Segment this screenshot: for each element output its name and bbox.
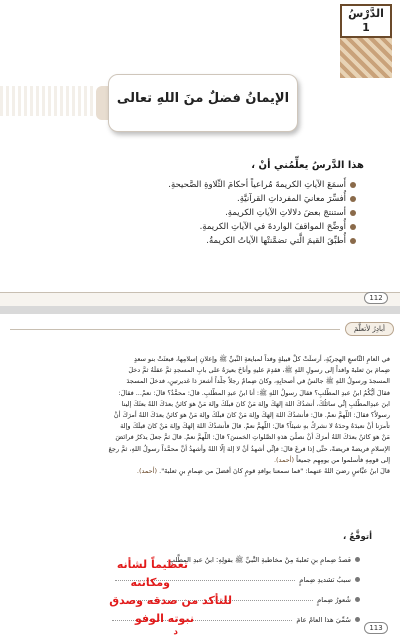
objectives-heading: هذا الدَّرسُ يعلِّمُني أنْ ،: [251, 160, 364, 171]
story-line: رسولاً؟ فقالَ: اللَّهمَّ نعمْ. قالَ: فأنشدُكَ اللهَ إلهَكَ وإلهَ مَنْ كانَ قبلَكَ وإلهَ مَنْ هوَ كائنٌ بعدَكَ اللهُ أمرَكَ أنْ: [113, 411, 390, 420]
handwritten-answer: تعظيماً لشأنه: [116, 558, 188, 571]
section-tab-label: أبادِرُ لأتعلَّمَ: [345, 322, 394, 336]
textbook-page-top: [0, 0, 400, 306]
story-line: فقالَ أيُّكُمُ ابنُ عبدِ المطَّلبِ؟ فقالَ رسولُ اللهِ ﷺ: أنا ابنُ عبدِ المطَّلبِ. قالَ: محمَّدٌ؟ قالَ: نعمْ... فقالَ:: [118, 388, 390, 397]
lesson-label: الدَّرْسُ: [348, 7, 384, 20]
objective-item: أُوضِّحَ المواقفَ الواردةَ في الآياتِ الكريمةِ.: [36, 220, 356, 234]
story-text: [10, 354, 390, 477]
questions-list: [30, 550, 360, 630]
story-line: إلى قومِهِ فأسلموا من يومِهِم جميعاً: [296, 455, 390, 464]
lesson-number-box: [340, 4, 392, 38]
objective-item: أستنتجَ بعضَ دلالاتِ الآياتِ الكريمةِ.: [36, 206, 356, 220]
quote-source: (أحمد).: [136, 467, 158, 476]
story-line-last: [10, 455, 390, 466]
question-text: سُمِّيَ هذا العامُ عامَ: [296, 616, 351, 624]
page-number: 113: [364, 622, 388, 634]
quote-line-wrap: [10, 466, 390, 477]
handwritten-answer: ومكانته: [130, 576, 170, 589]
ornament-pattern: [340, 38, 392, 78]
handwritten-answer: د: [173, 627, 178, 637]
story-line: تأمرَنا أنْ نعبدَهُ وحدَهُ لا نشركُ بهِ شيئاً؟ قالَ: اللَّهمَّ نعمْ. قالَ فأنشدُكَ اللهَ إلهَكَ وإلهَ مَنْ كانَ قبلَكَ وإلهَ: [120, 422, 390, 431]
objective-item: أُفسِّرَ معانيَ المفرداتِ القرآنيَّةِ.: [36, 192, 356, 206]
objectives-list: [36, 178, 356, 248]
story-source: (أحمد).: [273, 455, 295, 464]
handwritten-answer: للتأكد من صدقه وصدق: [109, 594, 232, 607]
story-line: الإسلامِ فريضةً فريضةً، حتَّى إذا فرغَ قالَ: فإنِّي أشهدُ أنْ لا إلهَ إلَّا اللهُ وأشهدُ أنَّ محمَّداً رسولُ اللهِ، ثمَّ رجعَ: [108, 444, 390, 453]
objective-item: أُطبِّقَ القيمَ الَّتي تضمَّنتْها الآياتُ الكريمةُ.: [36, 234, 356, 248]
question-text: قصدُ ضِمامِ بنِ ثعلبةَ مِنْ مخاطبةِ النَّبيِّ ﷺ بقولِهِ: ابنُ عبدِ المطَّلبِ.: [166, 556, 351, 564]
story-line: ابنَ عبدِالمطَّلبِ إنِّي سائلُكَ، أنشدُكَ اللهَ إلهَكَ وإلهَ مَنْ كانَ قبلَكَ وإلهَ مَنْ هوَ كائنٌ بعدَكَ اللهُ بعثَكَ إلينا: [121, 399, 390, 408]
question-item: [30, 550, 360, 570]
decorative-arch: [96, 86, 108, 120]
textbook-page-bottom: [0, 314, 400, 640]
story-line: مَنْ هوَ كائنٌ بعدَكَ اللهُ أمرَكَ أنْ نصلِّيَ هذهِ الصَّلواتِ الخمسَ؟ قالَ: اللَّهمَّ نعمْ. قالَ ثمَّ جعلَ يذكرُ فرائضَ: [115, 433, 390, 442]
lesson-number: 1: [362, 21, 370, 34]
objective-item: أَسمَعَ الآياتِ الكريمةَ مُراعياً أحكامَ التِّلاوةِ الصَّحيحةِ.: [36, 178, 356, 192]
question-text: شُعورُ ضِمامٍ: [317, 596, 351, 604]
decorative-stripes: [0, 86, 96, 116]
lesson-title-card: [108, 74, 298, 132]
lesson-title: الإيمانُ فضلٌ منَ اللهِ تعالى: [116, 91, 290, 106]
page-footer: [0, 292, 400, 306]
question-text: سببُ تشديدِ ضِمامٍ: [299, 576, 351, 584]
story-line: المسجدَ ورسولُ اللهِ ﷺ جالسٌ في أصحابِهِ، وكانَ ضِمامٌ رجلاً جلْداً أشعرَ ذا غديرتينِ، فدخلَ المسجدَ: [126, 377, 390, 386]
question-item: [30, 570, 360, 590]
quote-line: قالَ ابنُ عبَّاسٍ رضيَ اللهُ عنهما: "فما سمعنا بوافدِ قومٍ كانَ أفضلَ من ضِمامِ بنِ ثعلبةَ".: [159, 467, 390, 476]
story-line: في العامِ التَّاسعِ الهجريّةِ، أرسلَتْ كلُّ قبيلةٍ وفداً لمبايعةِ النَّبيِّ ﷺ وإعلانِ إسلامِها، فبعثَتْ بنو سعدٍ: [133, 355, 390, 363]
story-line: ضِمامَ بنَ ثعلبةَ وافداً إلى رسولِ اللهِ ﷺ، فقدِمَ عليهِ وأناخَ بعيرَهُ على بابِ المسجدِ ثمَّ عقلَهُ ثمَّ دخلَ: [128, 366, 390, 375]
header-rule: [10, 329, 340, 330]
questions-heading: أتوقَّعُ ،: [343, 532, 372, 542]
page-number: 112: [364, 292, 388, 304]
handwritten-answer: نبوته الوفو: [134, 612, 194, 625]
question-item: [30, 610, 360, 630]
